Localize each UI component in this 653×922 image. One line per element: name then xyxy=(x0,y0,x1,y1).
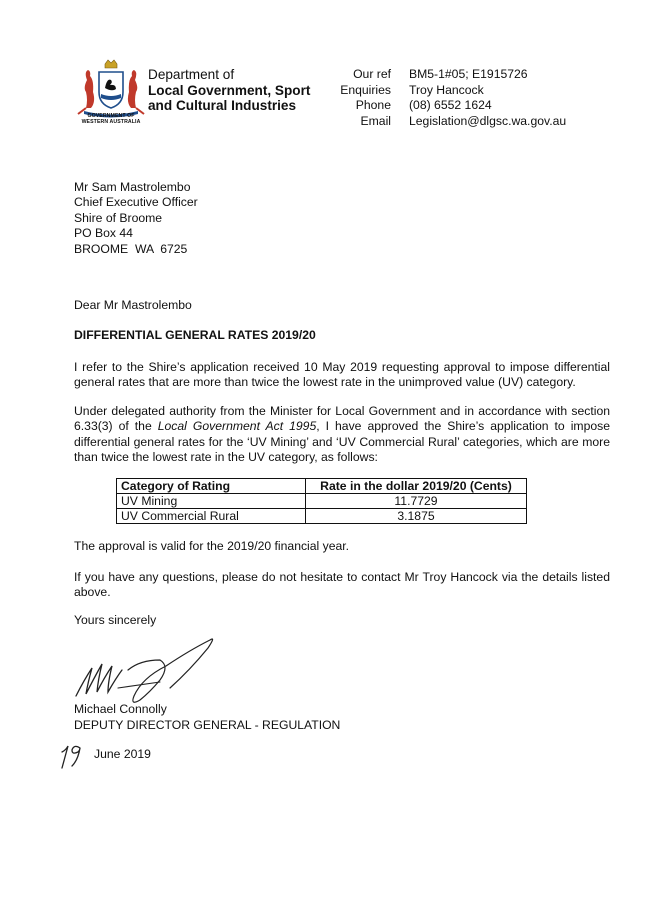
closing: Yours sincerely xyxy=(74,613,157,627)
department-name xyxy=(148,67,310,114)
recipient-line: Chief Executive Officer xyxy=(74,195,198,210)
crest-caption-line-2: WESTERN AUSTRALIA xyxy=(81,119,141,125)
table-header-row xyxy=(117,479,527,494)
handwritten-signature xyxy=(70,630,220,708)
salutation: Dear Mr Mastrolembo xyxy=(74,298,192,312)
table-row xyxy=(117,494,527,509)
reference-labels xyxy=(330,67,391,129)
ref-label-enquiries: Enquiries xyxy=(340,82,391,97)
paragraph-2 xyxy=(74,404,610,466)
department-line-1: Department of xyxy=(148,67,235,82)
ref-label-phone: Phone xyxy=(355,98,391,113)
reference-values xyxy=(409,67,566,129)
department-line-2: Local Government, Sport xyxy=(148,82,311,98)
category-cell: UV Mining xyxy=(117,494,306,509)
recipient-line: BROOME WA 6725 xyxy=(74,241,188,256)
ref-value-our-ref: BM5-1#05; E1915726 xyxy=(409,67,528,81)
header-category: Category of Rating xyxy=(117,479,306,494)
ref-value-email: Legislation@dlgsc.wa.gov.au xyxy=(409,113,567,128)
header-rate: Rate in the dollar 2019/20 (Cents) xyxy=(306,479,527,494)
rates-table xyxy=(116,478,527,524)
paragraph-2-end: , I have approved the Shire’s application to impose differential general rates for the ‘UV Mining’ and ‘UV Commercial Rural’ categories, which are more than twice the lowest rate in the UV category, as follows: xyxy=(74,419,610,465)
recipient-line: PO Box 44 xyxy=(74,226,133,241)
letter-subject: DIFFERENTIAL GENERAL RATES 2019/20 xyxy=(74,328,316,342)
paragraph-3: The approval is valid for the 2019/20 financial year. xyxy=(74,539,350,553)
signatory-name: Michael Connolly xyxy=(74,702,167,716)
recipient-address xyxy=(74,180,198,257)
ref-label-email: Email xyxy=(360,113,391,128)
crest-caption-line-1: GOVERNMENT OF xyxy=(87,113,135,119)
rate-cell: 11.7729 xyxy=(306,494,527,509)
category-cell: UV Commercial Rural xyxy=(117,509,306,524)
ref-value-phone: (08) 6552 1624 xyxy=(409,98,492,113)
paragraph-1: I refer to the Shire’s application received 10 May 2019 requesting approval to impose differential general rates that are more than twice the lowest rate in the unimproved value (UV) category. xyxy=(74,360,610,390)
act-title: Local Government Act 1995 xyxy=(157,419,317,434)
table-row xyxy=(117,509,527,524)
recipient-line: Shire of Broome xyxy=(74,210,163,225)
paragraph-4: If you have any questions, please do not hesitate to contact Mr Troy Hancock via the details listed above. xyxy=(74,570,610,600)
crest-caption xyxy=(73,113,149,125)
recipient-line: Mr Sam Mastrolembo xyxy=(74,180,191,194)
signatory-title: DEPUTY DIRECTOR GENERAL - REGULATION xyxy=(74,718,341,732)
letter-date: June 2019 xyxy=(94,747,151,761)
paragraph-2-start: Under delegated authority from the Minister for Local Government and in accordance with section 6.33(3) of the xyxy=(74,404,610,434)
handwritten-date-mark xyxy=(58,740,84,770)
ref-value-enquiries: Troy Hancock xyxy=(409,82,484,97)
department-line-3: and Cultural Industries xyxy=(148,98,297,113)
ref-label-our-ref: Our ref xyxy=(353,67,391,81)
rate-cell: 3.1875 xyxy=(306,509,527,524)
